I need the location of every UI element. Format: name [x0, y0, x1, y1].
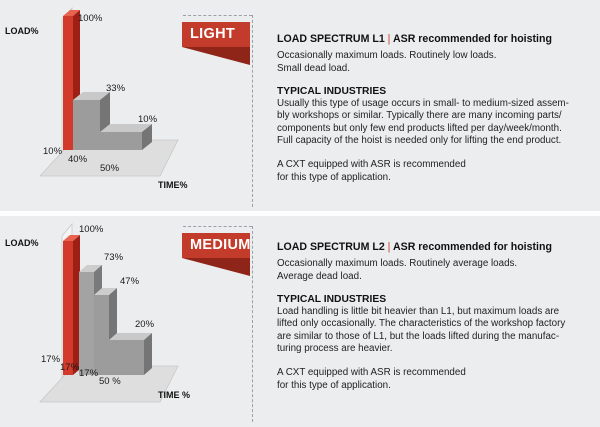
medium-value-label: 47%	[120, 276, 140, 287]
medium-value-label: 73%	[104, 252, 124, 263]
medium-time-label: 17%	[79, 368, 99, 379]
light-y-axis-label: LOAD%	[5, 26, 39, 36]
light-description	[277, 33, 589, 184]
medium-y-axis-label: LOAD%	[5, 238, 39, 248]
medium-bar-20	[109, 340, 144, 375]
light-x-axis-label: TIME%	[158, 180, 188, 190]
medium-time-label: 17%	[41, 354, 61, 365]
medium-recommend-line: for this type of application.	[277, 379, 391, 391]
medium-x-axis-label: TIME %	[158, 390, 191, 400]
light-time-label: 40%	[68, 154, 88, 165]
medium-industries-heading: TYPICAL INDUSTRIES	[277, 293, 387, 305]
light-divider-top	[183, 15, 252, 16]
light-industries-line: bly workshops or similar. Typically there are many incoming parts/	[277, 110, 562, 122]
medium-description	[277, 241, 589, 392]
medium-bar-47	[94, 295, 109, 375]
medium-bar-73	[79, 272, 94, 375]
light-value-label: 10%	[138, 114, 158, 125]
light-tag-tail	[182, 47, 250, 65]
medium-industries-line: turing process are heavier.	[277, 343, 393, 355]
medium-value-label: 100%	[79, 224, 104, 235]
medium-divider-top	[183, 226, 252, 227]
light-bar-33	[73, 100, 100, 150]
medium-industries-line: lifted only occasionally. The characteristics of the workshop factory	[277, 318, 566, 330]
medium-industries-line: are similar to those of L1, but the loads lifted during the manufac-	[277, 330, 560, 342]
light-desc-line: Occasionally maximum loads. Routinely low loads.	[277, 50, 497, 62]
light-value-label: 100%	[78, 13, 103, 24]
light-bar-10	[100, 132, 142, 150]
light-recommend-line: A CXT equipped with ASR is recommended	[277, 159, 466, 171]
light-bar-100	[63, 16, 73, 150]
light-divider	[252, 15, 253, 207]
medium-tag-tail	[182, 258, 250, 276]
medium-category-tag: MEDIUM	[182, 233, 250, 258]
light-desc-line: Small dead load.	[277, 62, 350, 74]
medium-desc-line: Average dead load.	[277, 270, 362, 282]
medium-heading: LOAD SPECTRUM L2 | ASR recommended for hoisting	[277, 241, 552, 253]
light-recommend-line: for this type of application.	[277, 171, 391, 183]
medium-recommend-line: A CXT equipped with ASR is recommended	[277, 367, 466, 379]
medium-time-label: 50 %	[99, 376, 121, 387]
light-time-label: 50%	[100, 163, 120, 174]
medium-bar-100	[63, 241, 73, 375]
light-industries-line: Usually this type of usage occurs in small- to medium-sized assem-	[277, 98, 569, 110]
light-category-tag: LIGHT	[182, 22, 250, 47]
light-industries-line: components but only few end products lifted per day/week/month.	[277, 122, 562, 134]
light-industries-line: Full capacity of the hoist is needed only for lifting the end product.	[277, 135, 562, 147]
medium-value-label: 20%	[135, 319, 155, 330]
medium-time-label: 17%	[60, 362, 80, 373]
light-heading: LOAD SPECTRUM L1 | ASR recommended for hoisting	[277, 33, 552, 45]
light-load-chart	[0, 0, 188, 211]
light-industries-heading: TYPICAL INDUSTRIES	[277, 85, 387, 97]
medium-industries-line: Load handling is little bit heavier than L1, but maximum loads are	[277, 306, 560, 318]
light-panel	[0, 0, 600, 211]
medium-divider	[252, 226, 253, 422]
light-time-label: 10%	[43, 146, 63, 157]
medium-desc-line: Occasionally maximum loads. Routinely average loads.	[277, 258, 518, 270]
medium-load-chart	[0, 216, 191, 427]
light-value-label: 33%	[106, 83, 126, 94]
